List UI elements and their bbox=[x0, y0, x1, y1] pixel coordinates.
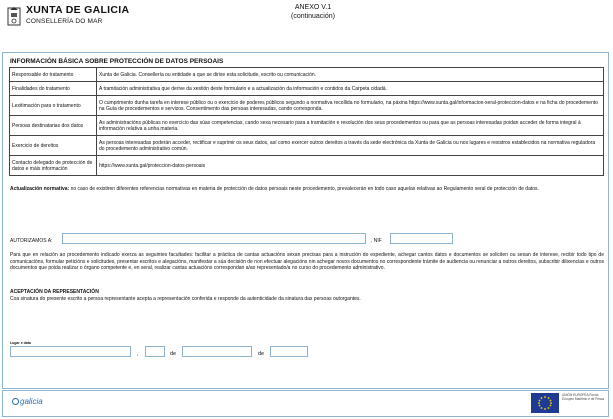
row-value: O cumprimento dunha tarefa en interese público ou o exercicio de poderes públicos segundo a normativa recollida no formulario, na páxina https://www.xunta.gal/informacion-xeral-proteccion-datos e na ficha do procedemento na Guía de procedementos e servizos. Consentimento das persoas interesadas, cando corresponda. bbox=[97, 96, 604, 116]
table-row bbox=[10, 96, 604, 116]
annex-title: ANEXO V.1 bbox=[294, 4, 332, 11]
date-separator-de: de bbox=[170, 351, 177, 357]
month-input[interactable] bbox=[182, 346, 252, 357]
table-row bbox=[10, 156, 604, 176]
row-key: Exercicio de dereitos bbox=[10, 136, 97, 156]
galicia-logo bbox=[12, 397, 43, 406]
row-value[interactable] bbox=[97, 156, 604, 176]
galicia-logo-icon bbox=[12, 398, 19, 405]
nif-label: , NIF bbox=[371, 238, 382, 244]
data-protection-title: INFORMACIÓN BÁSICA SOBRE PROTECCIÓN DE DATOS PERSOAIS bbox=[10, 58, 224, 65]
date-separator-de: de bbox=[258, 351, 265, 357]
row-key: Persoas destinatarias dos datos bbox=[10, 116, 97, 136]
table-row bbox=[10, 82, 604, 96]
authorized-person-input[interactable] bbox=[62, 233, 366, 244]
normative-label: Actualización normativa: bbox=[10, 186, 70, 192]
eu-fund-text: UNIÓN EUROPEA Fondo Europeo Marítimo e de Pesca bbox=[562, 393, 605, 401]
galicia-coat-of-arms-icon bbox=[6, 5, 22, 27]
authorize-label: AUTORIZAMOS A: bbox=[10, 238, 53, 244]
dpo-link[interactable]: https://www.xunta.gal/proteccion-datos-persoais bbox=[99, 162, 206, 169]
row-value: Xunta de Galicia. Consellería ou entidade a que se dirixe esta solicitude, escrito ou comunicación. bbox=[97, 68, 604, 82]
table-row bbox=[10, 68, 604, 82]
date-separator-comma: , bbox=[137, 351, 139, 357]
acceptance-text: Coa sinatura do presente escrito a persoa representante acepta a representación conferida e responde da autenticidade da sinatura das persoas outorgantes. bbox=[10, 296, 361, 302]
eu-flag-icon bbox=[531, 393, 559, 413]
eu-stars-icon bbox=[531, 393, 559, 413]
row-value: As persoas interesadas poderán acceder, rectificar e suprimir os seus datos, así como exercer outros dereitos a través da sede electrónica da Xunta de Galicia ou nos lugares e rexistros establecidos na normativa reguladora do procedemento administrativo común. bbox=[97, 136, 604, 156]
day-input[interactable] bbox=[145, 346, 165, 357]
table-row bbox=[10, 136, 604, 156]
footer-frame bbox=[2, 390, 609, 417]
authorization-paragraph: Para que en relación ao procedemento indicado exerza as seguintes facultades: facilitar a práctica de cantas actuacións sexan precisas para a instrución do expediente, achegar cantos datos e documentos se soliciten ou sexan de interese, recibir todo tipo de comunicacións, formular peticións e solicitudes, presentar escritos e alegacións, manifestar a súa decisión de non efectuar alegacións nin achegar novos documentos no correspondente trámite de audiencia ou renunciar a outros dereitos, subscribir dilixencias e outros documentos que poida realizar o órgano competente e, en xeral, realizar cantas actuacións correspondan a/ao representado/a no curso do procedemento administrativo. bbox=[10, 252, 604, 271]
data-protection-table bbox=[9, 67, 604, 176]
acceptance-title: ACEPTACIÓN DA REPRESENTACIÓN bbox=[10, 289, 99, 295]
row-value: As administracións públicas no exercicio das súas competencias, cando sexa necesario para a tramitación e resolución dos seus procedementos ou para que as persoas interesadas poidan acceder de forma integral á información relativa a unha materia. bbox=[97, 116, 604, 136]
row-key: Responsable do tratamento bbox=[10, 68, 97, 82]
normative-text: no caso de existiren diferentes referencias normativas en materia de protección de datos persoais neste procedemento, prevalecerán en todo caso aquelas relativas ao Regulamento xeral de protección de datos. bbox=[70, 186, 539, 192]
row-key: Lexitimación para o tratamento bbox=[10, 96, 97, 116]
place-input[interactable] bbox=[10, 346, 131, 357]
table-row bbox=[10, 116, 604, 136]
place-date-label: Lugar e data bbox=[10, 341, 31, 345]
annex-heading bbox=[283, 3, 343, 21]
normative-update bbox=[10, 186, 604, 193]
nif-input[interactable] bbox=[390, 233, 453, 244]
galicia-logo-text: galicia bbox=[20, 397, 43, 406]
row-key: Finalidades do tratamento bbox=[10, 82, 97, 96]
year-input[interactable] bbox=[270, 346, 308, 357]
department-name: CONSELLERÍA DO MAR bbox=[26, 18, 103, 25]
annex-subtitle: (continuación) bbox=[291, 13, 335, 20]
row-value: A tramitación administrativa que derive da xestión deste formulario e a actualización da información e contidos da Carpeta cidadá. bbox=[97, 82, 604, 96]
xunta-logo bbox=[6, 4, 130, 30]
row-key: Contacto delegado de protección de datos e máis información bbox=[10, 156, 97, 176]
org-name: XUNTA DE GALICIA bbox=[26, 4, 130, 16]
